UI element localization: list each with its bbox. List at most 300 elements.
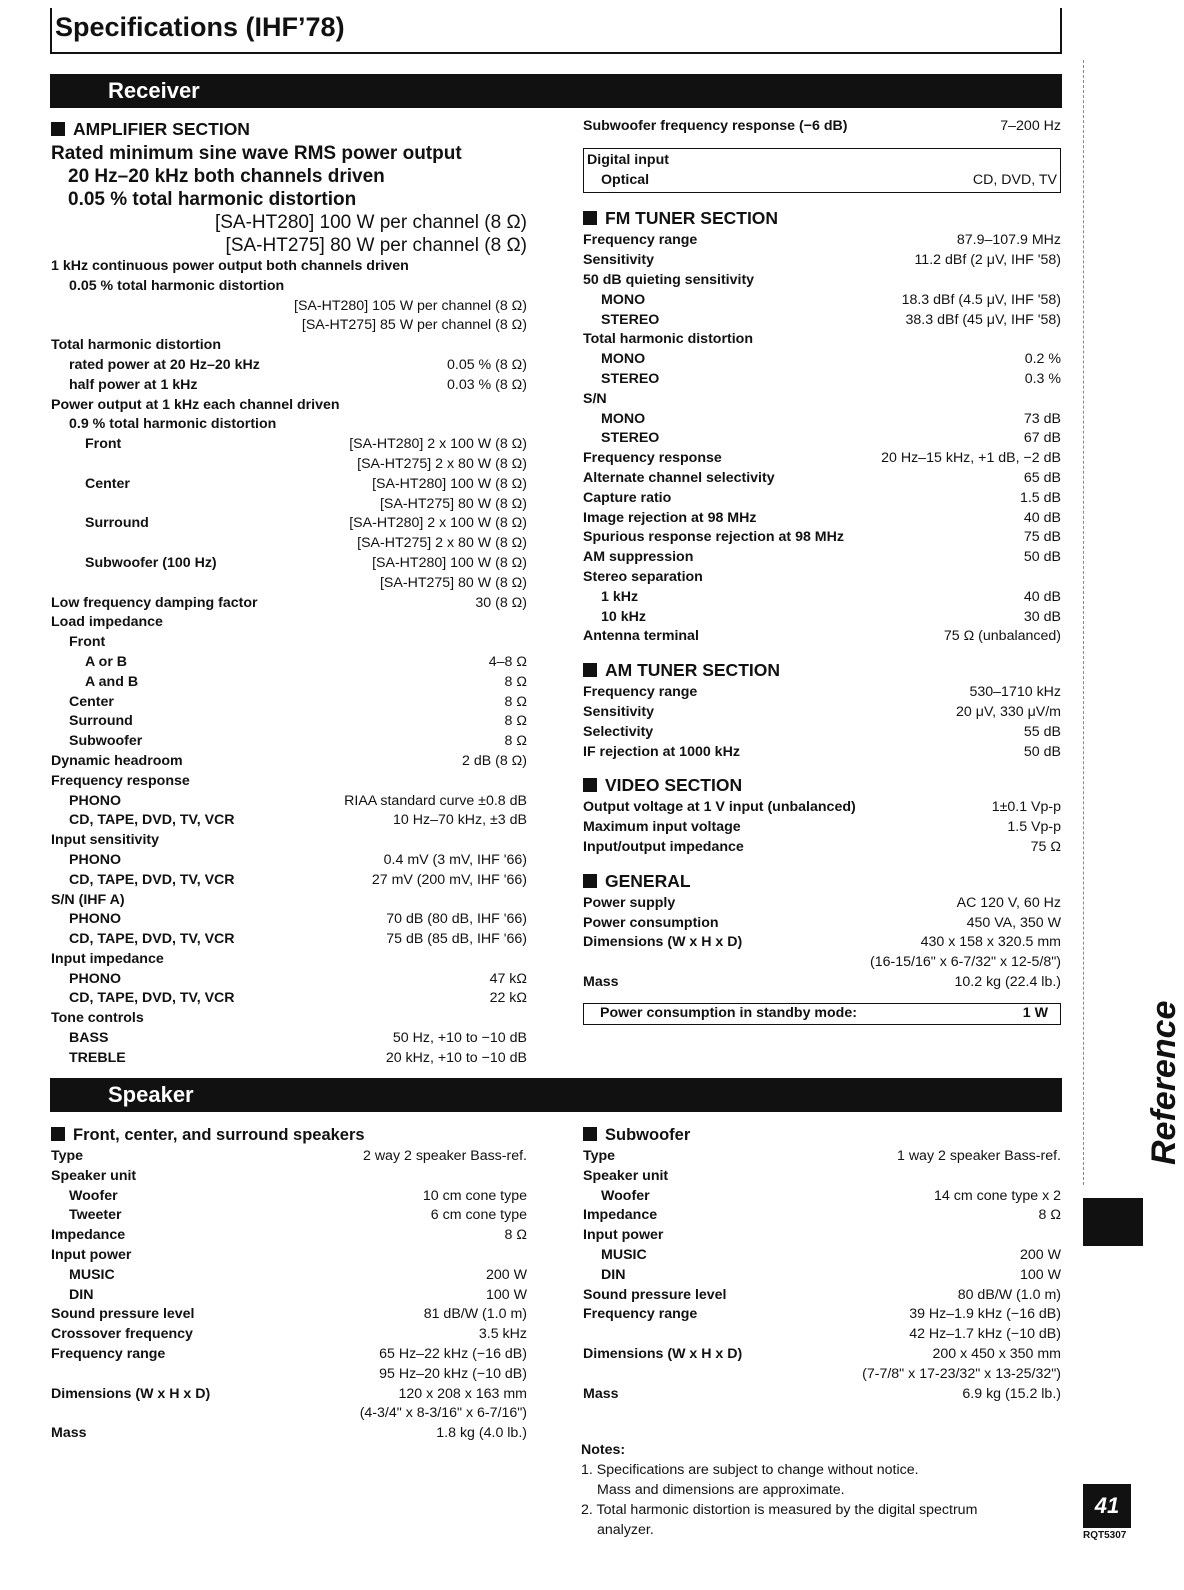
bullet-square-icon	[583, 778, 597, 792]
spec-row	[51, 693, 527, 713]
spec-value: 20 Hz–15 kHz, +1 dB, −2 dB	[881, 450, 1061, 467]
spec-value: 47 kΩ	[489, 970, 527, 987]
spec-value: 3.5 kHz	[478, 1326, 527, 1343]
spec-value: 2 way 2 speaker Bass-ref.	[362, 1148, 527, 1164]
fm-section-title: FM TUNER SECTION	[583, 205, 1061, 231]
spec-label: TREBLE	[69, 1049, 126, 1066]
front-speakers-title: Front, center, and surround speakers	[51, 1121, 527, 1147]
spec-value: [SA-HT280] 100 W (8 Ω)	[372, 554, 527, 571]
note-1b: Mass and dimensions are approximate.	[597, 1482, 845, 1498]
spec-row	[583, 1305, 1061, 1325]
spec-value: 40 dB	[1023, 509, 1061, 526]
spec-row	[51, 673, 527, 693]
spec-label: Sound pressure level	[51, 1306, 195, 1323]
bullet-square-icon	[583, 1127, 597, 1141]
spec-row	[51, 950, 527, 970]
page-number: 41	[1083, 1484, 1131, 1528]
spec-value: 30 dB	[1023, 608, 1061, 625]
spec-label: 1 kHz	[601, 588, 639, 605]
spec-row	[51, 1147, 527, 1167]
spec-row	[583, 449, 1061, 469]
spec-row	[583, 568, 1061, 588]
spec-row	[583, 291, 1061, 311]
spec-label: rated power at 20 Hz–20 kHz	[69, 356, 260, 373]
spec-row	[51, 772, 527, 792]
spec-row	[51, 1246, 527, 1266]
sub-freq-row: Subwoofer frequency response (−6 dB) 7–200 Hz	[583, 118, 1061, 134]
spec-row	[583, 894, 1061, 914]
spec-label: BASS	[69, 1030, 109, 1047]
spec-label: CD, TAPE, DVD, TV, VCR	[69, 990, 235, 1007]
spec-label: Sensitivity	[583, 252, 654, 269]
spec-label: Tweeter	[69, 1207, 122, 1224]
spec-row	[583, 311, 1061, 331]
spec-row	[583, 528, 1061, 548]
spec-value: 530–1710 kHz	[969, 684, 1061, 701]
video-spec-list	[583, 798, 1061, 857]
spec-label: Alternate channel selectivity	[583, 469, 775, 486]
spec-label: MONO	[601, 351, 646, 368]
spec-label: Power consumption	[583, 914, 719, 931]
spec-value: 100 W	[1019, 1266, 1061, 1283]
spec-value: 6.9 kg (15.2 lb.)	[962, 1385, 1061, 1402]
spec-row	[583, 723, 1061, 743]
spec-value: 0.4 mV (3 mV, IHF '66)	[383, 851, 527, 868]
spec-label: PHONO	[69, 851, 122, 868]
spec-value: RIAA standard curve ±0.8 dB	[344, 792, 527, 809]
spec-value: 1±0.1 Vp-p	[991, 799, 1061, 816]
cont-label-row: 1 kHz continuous power output both channels driven	[51, 258, 409, 274]
spec-row	[51, 792, 527, 812]
spec-row	[583, 933, 1061, 953]
spec-label: Spurious response rejection at 98 MHz	[583, 529, 844, 546]
spec-row	[583, 1206, 1061, 1226]
spec-label: Power output at 1 kHz each channel driven	[51, 396, 340, 413]
spec-value: 8 Ω	[504, 733, 527, 750]
spec-row	[583, 1325, 1061, 1345]
spec-row	[51, 1049, 527, 1069]
spec-value: 1.5 dB	[1019, 489, 1061, 506]
fm-spec-list	[583, 231, 1061, 647]
front-speakers-spec-list	[51, 1147, 527, 1444]
spec-label: Type	[583, 1148, 616, 1164]
spec-row	[51, 712, 527, 732]
spec-row	[583, 271, 1061, 291]
bullet-square-icon	[583, 211, 597, 225]
amplifier-column	[51, 116, 527, 1069]
spec-label: CD, TAPE, DVD, TV, VCR	[69, 871, 235, 888]
spec-label: Image rejection at 98 MHz	[583, 509, 757, 526]
spec-row	[51, 1266, 527, 1286]
spec-row	[583, 1385, 1061, 1405]
spec-label: PHONO	[69, 970, 122, 987]
spec-label: Input/output impedance	[583, 838, 744, 855]
spec-value: 22 kΩ	[489, 990, 527, 1007]
note-2b: analyzer.	[597, 1522, 654, 1538]
spec-value: 87.9–107.9 MHz	[956, 232, 1061, 249]
spec-value: 75 dB (85 dB, IHF '66)	[386, 931, 527, 948]
spec-label: S/N	[583, 390, 607, 407]
spec-label: Total harmonic distortion	[583, 331, 753, 348]
spec-value: 1.8 kg (4.0 lb.)	[436, 1425, 527, 1442]
spec-row	[51, 1167, 527, 1187]
spec-row	[583, 608, 1061, 628]
spec-label: half power at 1 kHz	[69, 376, 198, 393]
spec-value: 200 x 450 x 350 mm	[932, 1345, 1061, 1362]
spec-value: 8 Ω	[504, 673, 527, 690]
rated-line1: Rated minimum sine wave RMS power output	[51, 143, 462, 164]
spec-label: 50 dB quieting sensitivity	[583, 271, 755, 288]
spec-label: Crossover frequency	[51, 1326, 193, 1343]
spec-label: Dimensions (W x H x D)	[583, 1345, 743, 1362]
spec-label: Dynamic headroom	[51, 752, 183, 769]
spec-value: 70 dB (80 dB, IHF '66)	[386, 911, 527, 928]
spec-value: 50 dB	[1023, 549, 1061, 566]
spec-row	[583, 410, 1061, 430]
spec-label: Input power	[51, 1246, 132, 1263]
speaker-band: Speaker	[50, 1078, 1062, 1112]
notes-title: Notes:	[581, 1442, 626, 1458]
spec-row	[583, 489, 1061, 509]
spec-row	[583, 703, 1061, 723]
spec-row	[583, 1147, 1061, 1167]
spec-row	[583, 914, 1061, 934]
spec-label: Impedance	[583, 1207, 658, 1224]
spec-row	[583, 588, 1061, 608]
spec-row	[51, 1206, 527, 1226]
spec-value: 75 Ω (unbalanced)	[943, 628, 1061, 645]
spec-value: 1.5 Vp-p	[1007, 819, 1061, 836]
spec-row	[51, 495, 527, 515]
standby-box: Power consumption in standby mode: 1 W	[583, 1003, 1061, 1025]
spec-label: CD, TAPE, DVD, TV, VCR	[69, 812, 235, 829]
spec-label: Tone controls	[51, 1010, 144, 1027]
spec-row	[583, 330, 1061, 350]
spec-value: 81 dB/W (1.0 m)	[423, 1306, 527, 1323]
spec-row	[583, 231, 1061, 251]
spec-value: [SA-HT280] 2 x 100 W (8 Ω)	[349, 515, 527, 532]
spec-value: 200 W	[485, 1266, 527, 1283]
spec-row	[51, 891, 527, 911]
spec-row	[51, 594, 527, 614]
spec-row	[51, 871, 527, 891]
spec-value: 10.2 kg (22.4 lb.)	[954, 973, 1061, 990]
spec-row	[583, 973, 1061, 993]
spec-value: 0.2 %	[1024, 351, 1061, 368]
spec-value: 8 Ω	[504, 1227, 527, 1244]
spec-row	[583, 429, 1061, 449]
general-spec-list	[583, 894, 1061, 993]
spec-row	[583, 1187, 1061, 1207]
spec-row	[51, 752, 527, 772]
spec-value: 100 W	[485, 1286, 527, 1303]
spec-row	[51, 851, 527, 871]
spec-label: Subwoofer (100 Hz)	[85, 554, 217, 571]
spec-label: Dimensions (W x H x D)	[51, 1385, 211, 1402]
spec-row	[583, 509, 1061, 529]
spec-value: 75 dB	[1023, 529, 1061, 546]
receiver-band: Receiver	[50, 74, 1062, 108]
spec-label: Subwoofer	[69, 733, 143, 750]
spec-label: Selectivity	[583, 723, 654, 740]
spec-label: Frequency response	[583, 450, 722, 467]
spec-label: Surround	[85, 515, 149, 532]
spec-row	[51, 1305, 527, 1325]
spec-label: Sound pressure level	[583, 1286, 727, 1303]
spec-value: [SA-HT280] 2 x 100 W (8 Ω)	[349, 436, 527, 453]
spec-value: 27 mV (200 mV, IHF '66)	[371, 871, 527, 888]
spec-label: A and B	[85, 673, 139, 690]
spec-row	[51, 396, 527, 416]
spec-label: Sensitivity	[583, 703, 654, 720]
spec-value: [SA-HT275] 2 x 80 W (8 Ω)	[357, 455, 527, 472]
spec-label: PHONO	[69, 792, 122, 809]
spec-value: 10 cm cone type	[422, 1187, 527, 1204]
spec-value: 200 W	[1019, 1246, 1061, 1263]
spec-label: STEREO	[601, 311, 660, 328]
spec-label: IF rejection at 1000 kHz	[583, 743, 740, 760]
spec-label: Load impedance	[51, 614, 163, 631]
spec-label: Frequency range	[51, 1345, 166, 1362]
spec-row	[583, 798, 1061, 818]
subwoofer-column	[583, 1121, 1061, 1404]
spec-label: Output voltage at 1 V input (unbalanced)	[583, 799, 856, 816]
notes	[581, 1440, 1061, 1540]
spec-label: MUSIC	[601, 1246, 647, 1263]
spec-value: [SA-HT275] 2 x 80 W (8 Ω)	[357, 535, 527, 552]
spec-row	[583, 1365, 1061, 1385]
front-speakers-column	[51, 1121, 527, 1444]
spec-label: Speaker unit	[583, 1167, 669, 1184]
spec-label: MONO	[601, 291, 646, 308]
spec-value: 75 Ω	[1030, 838, 1061, 855]
spec-label: S/N (IHF A)	[51, 891, 125, 908]
spec-value: 55 dB	[1023, 723, 1061, 740]
digital-input-label: Digital input	[587, 151, 669, 168]
spec-row	[583, 683, 1061, 703]
cont-ht275: [SA-HT275] 85 W per channel (8 Ω)	[301, 317, 527, 334]
spec-value: 18.3 dBf (4.5 μV, IHF '58)	[901, 291, 1061, 308]
spec-row	[583, 390, 1061, 410]
spec-label: STEREO	[601, 430, 660, 447]
spec-value: [SA-HT275] 80 W (8 Ω)	[379, 495, 527, 512]
optical-row: Optical CD, DVD, TV	[601, 171, 1057, 188]
spec-row	[583, 1246, 1061, 1266]
note-2: 2. Total harmonic distortion is measured by the digital spectrum	[581, 1502, 978, 1518]
amp-section-title: AMPLIFIER SECTION	[51, 116, 527, 142]
spec-row	[51, 653, 527, 673]
spec-value: 30 (8 Ω)	[475, 594, 527, 611]
spec-value: 14 cm cone type x 2	[934, 1187, 1061, 1204]
spec-value: 0.03 % (8 Ω)	[447, 376, 527, 393]
reference-tab	[1085, 985, 1145, 1175]
spec-value: 50 dB	[1023, 743, 1061, 760]
spec-value: (7-7/8" x 17-23/32" x 13-25/32")	[862, 1365, 1061, 1382]
spec-label: Low frequency damping factor	[51, 594, 258, 611]
spec-label: PHONO	[69, 911, 122, 928]
side-marker-block	[1083, 1198, 1143, 1246]
spec-value: 1 way 2 speaker Bass-ref.	[896, 1148, 1061, 1164]
spec-row	[583, 469, 1061, 489]
spec-row	[51, 574, 527, 594]
spec-row	[583, 1345, 1061, 1365]
spec-label: Woofer	[69, 1187, 118, 1204]
spec-value: 40 dB	[1023, 588, 1061, 605]
spec-label: Input sensitivity	[51, 832, 159, 849]
spec-row	[583, 838, 1061, 858]
spec-label: AM suppression	[583, 549, 694, 566]
spec-label: Stereo separation	[583, 568, 703, 585]
cont-sub-row: 0.05 % total harmonic distortion	[69, 277, 285, 294]
spec-value: 20 μV, 330 μV/m	[956, 703, 1061, 720]
spec-value: 11.2 dBf (2 μV, IHF '58)	[914, 252, 1061, 269]
spec-row	[51, 534, 527, 554]
spec-label: Center	[85, 475, 130, 492]
spec-row	[51, 831, 527, 851]
spec-row	[51, 435, 527, 455]
spec-value: 8 Ω	[504, 713, 527, 730]
tuner-column	[583, 116, 1061, 1025]
spec-value: 450 VA, 350 W	[966, 914, 1061, 931]
spec-value: 67 dB	[1023, 430, 1061, 447]
spec-row	[583, 1167, 1061, 1187]
spec-value: 120 x 208 x 163 mm	[398, 1385, 527, 1402]
spec-value: 0.3 %	[1024, 370, 1061, 387]
spec-row	[583, 1286, 1061, 1306]
spec-row	[583, 743, 1061, 763]
spec-label: 0.9 % total harmonic distortion	[69, 416, 277, 433]
general-section-title: GENERAL	[583, 868, 1061, 894]
spec-row	[583, 251, 1061, 271]
spec-label: Power supply	[583, 894, 676, 911]
bullet-square-icon	[583, 663, 597, 677]
spec-value: 6 cm cone type	[430, 1207, 527, 1224]
spec-row	[51, 633, 527, 653]
page-title: Specifications (IHF’78)	[55, 12, 345, 42]
spec-label: Input impedance	[51, 950, 164, 967]
spec-value: 0.05 % (8 Ω)	[447, 356, 527, 373]
spec-row	[51, 970, 527, 990]
spec-label: Mass	[583, 1385, 619, 1402]
spec-label: Surround	[69, 713, 133, 730]
spec-value: [SA-HT280] 100 W (8 Ω)	[372, 475, 527, 492]
spec-value: 8 Ω	[1038, 1207, 1061, 1224]
spec-label: Input power	[583, 1227, 664, 1244]
spec-row	[583, 548, 1061, 568]
spec-row	[51, 1009, 527, 1029]
doc-code: RQT5307	[1083, 1530, 1127, 1541]
spec-row	[51, 376, 527, 396]
spec-row	[51, 356, 527, 376]
rated-line3: 0.05 % total harmonic distortion	[68, 189, 357, 210]
spec-value: 42 Hz–1.7 kHz (−10 dB)	[909, 1326, 1061, 1343]
spec-label: STEREO	[601, 370, 660, 387]
spec-row	[583, 627, 1061, 647]
spec-row	[51, 811, 527, 831]
spec-value: AC 120 V, 60 Hz	[956, 894, 1061, 911]
video-section-title: VIDEO SECTION	[583, 772, 1061, 798]
spec-row	[51, 989, 527, 1009]
spec-label: Antenna terminal	[583, 628, 699, 645]
spec-label: Frequency range	[583, 232, 698, 249]
spec-row	[583, 350, 1061, 370]
spec-row	[51, 1325, 527, 1345]
spec-label: Capture ratio	[583, 489, 672, 506]
bullet-square-icon	[583, 874, 597, 888]
spec-row	[51, 1226, 527, 1246]
spec-value: 8 Ω	[504, 693, 527, 710]
spec-row	[51, 336, 527, 356]
spec-row	[583, 370, 1061, 390]
spec-value: 65 Hz–22 kHz (−16 dB)	[379, 1345, 527, 1362]
spec-row	[583, 953, 1061, 973]
spec-value: 20 kHz, +10 to −10 dB	[385, 1049, 527, 1066]
spec-value: 10 Hz–70 kHz, ±3 dB	[393, 812, 527, 829]
spec-row	[51, 455, 527, 475]
spec-value: 2 dB (8 Ω)	[461, 752, 527, 769]
spec-label: CD, TAPE, DVD, TV, VCR	[69, 931, 235, 948]
rated-line2: 20 Hz–20 kHz both channels driven	[68, 166, 385, 187]
spec-value: 80 dB/W (1.0 m)	[957, 1286, 1061, 1303]
spec-value: [SA-HT275] 80 W (8 Ω)	[379, 574, 527, 591]
spec-label: Type	[51, 1148, 84, 1164]
spec-value: (4-3/4" x 8-3/16" x 6-7/16")	[359, 1405, 527, 1422]
spec-value: 430 x 158 x 320.5 mm	[920, 934, 1061, 951]
spec-label: Mass	[51, 1425, 87, 1442]
spec-label: 10 kHz	[601, 608, 646, 625]
spec-row	[51, 1345, 527, 1365]
note-1: 1. Specifications are subject to change without notice.	[581, 1462, 919, 1478]
spec-label: A or B	[85, 653, 128, 670]
spec-value: 38.3 dBf (45 μV, IHF '58)	[905, 311, 1061, 328]
bullet-square-icon	[51, 122, 65, 136]
spec-label: Impedance	[51, 1227, 126, 1244]
spec-label: Frequency range	[583, 684, 698, 701]
spec-label: Total harmonic distortion	[51, 337, 221, 354]
spec-label: MUSIC	[69, 1266, 115, 1283]
spec-row	[583, 818, 1061, 838]
spec-label: Front	[69, 634, 106, 651]
spec-row	[51, 1424, 527, 1444]
digital-input-box	[583, 148, 1061, 194]
am-section-title: AM TUNER SECTION	[583, 657, 1061, 683]
spec-row	[583, 1226, 1061, 1246]
spec-label: DIN	[69, 1286, 94, 1303]
spec-row	[51, 1286, 527, 1306]
spec-row	[51, 415, 527, 435]
spec-value: 4–8 Ω	[488, 653, 527, 670]
spec-row	[51, 1385, 527, 1405]
spec-row	[583, 1266, 1061, 1286]
spec-label: Woofer	[601, 1187, 650, 1204]
spec-label: Frequency range	[583, 1306, 698, 1323]
spec-row	[51, 930, 527, 950]
spec-row	[51, 554, 527, 574]
spec-row	[51, 475, 527, 495]
spec-label: Speaker unit	[51, 1167, 137, 1184]
bullet-square-icon	[51, 1127, 65, 1141]
spec-row	[51, 514, 527, 534]
spec-row	[51, 1404, 527, 1424]
spec-row	[51, 732, 527, 752]
spec-label: Maximum input voltage	[583, 819, 741, 836]
cont-ht280: [SA-HT280] 105 W per channel (8 Ω)	[294, 297, 527, 314]
spec-label: MONO	[601, 410, 646, 427]
subwoofer-title: Subwoofer	[583, 1121, 1061, 1147]
spec-value: 39 Hz–1.9 kHz (−16 dB)	[909, 1306, 1061, 1323]
spec-label: Center	[69, 693, 114, 710]
spec-value: 65 dB	[1023, 469, 1061, 486]
